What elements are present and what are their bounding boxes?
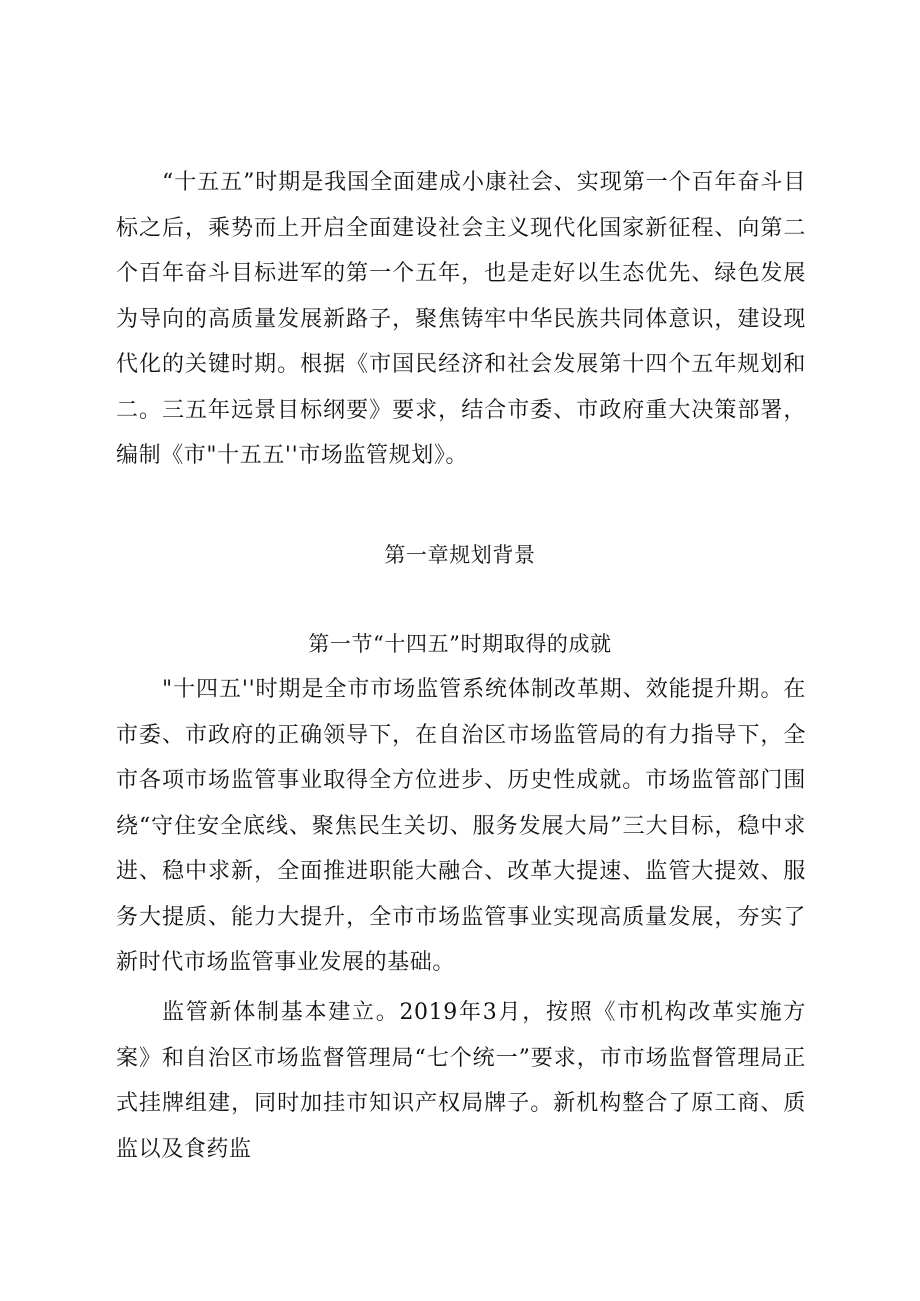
chapter-heading: 第一章规划背景 xyxy=(384,543,536,567)
intro-paragraph: “十五五”时期是我国全面建成小康社会、实现第一个百年奋斗目标之后，乘势而上开启全面建设社会主义现代化国家新征程、向第二个百年奋斗目标进军的第一个五年，也是走好以生态优先、绿色发展为导向的高质量发展新路子，聚焦铸牢中华民族共同体意识，建设现代化的关键时期。根据《市国民经济和社会发展第十四个五年规划和二。三五年远景目标纲要》要求，结合市委、市政府重大决策部署，编制《市"十五五''市场监管规划》。 xyxy=(116,170,806,468)
section-paragraph-achievements: "十四五''时期是全市市场监管系统体制改革期、效能提升期。在市委、市政府的正确领导下，在自治区市场监管局的有力指导下，全市各项市场监管事业取得全方位进步、历史性成就。市场监管部门围绕“守住安全底线、聚焦民生关切、服务发展大局”三大目标，稳中求进、稳中求新，全面推进职能大融合、改革大提速、监管大提效、服务大提质、能力大提升，全市市场监管事业实现高质量发展，夯实了新时代市场监管事业发展的基础。 xyxy=(116,677,806,975)
section-paragraph-new-system: 监管新体制基本建立。2019年3月，按照《市机构改革实施方案》和自治区市场监督管理局“七个统一”要求，市市场监督管理局正式挂牌组建，同时加挂市知识产权局牌子。新机构整合了原工商、质监以及食药监 xyxy=(116,1000,806,1162)
section-heading: 第一节“十四五”时期取得的成就 xyxy=(308,632,612,656)
